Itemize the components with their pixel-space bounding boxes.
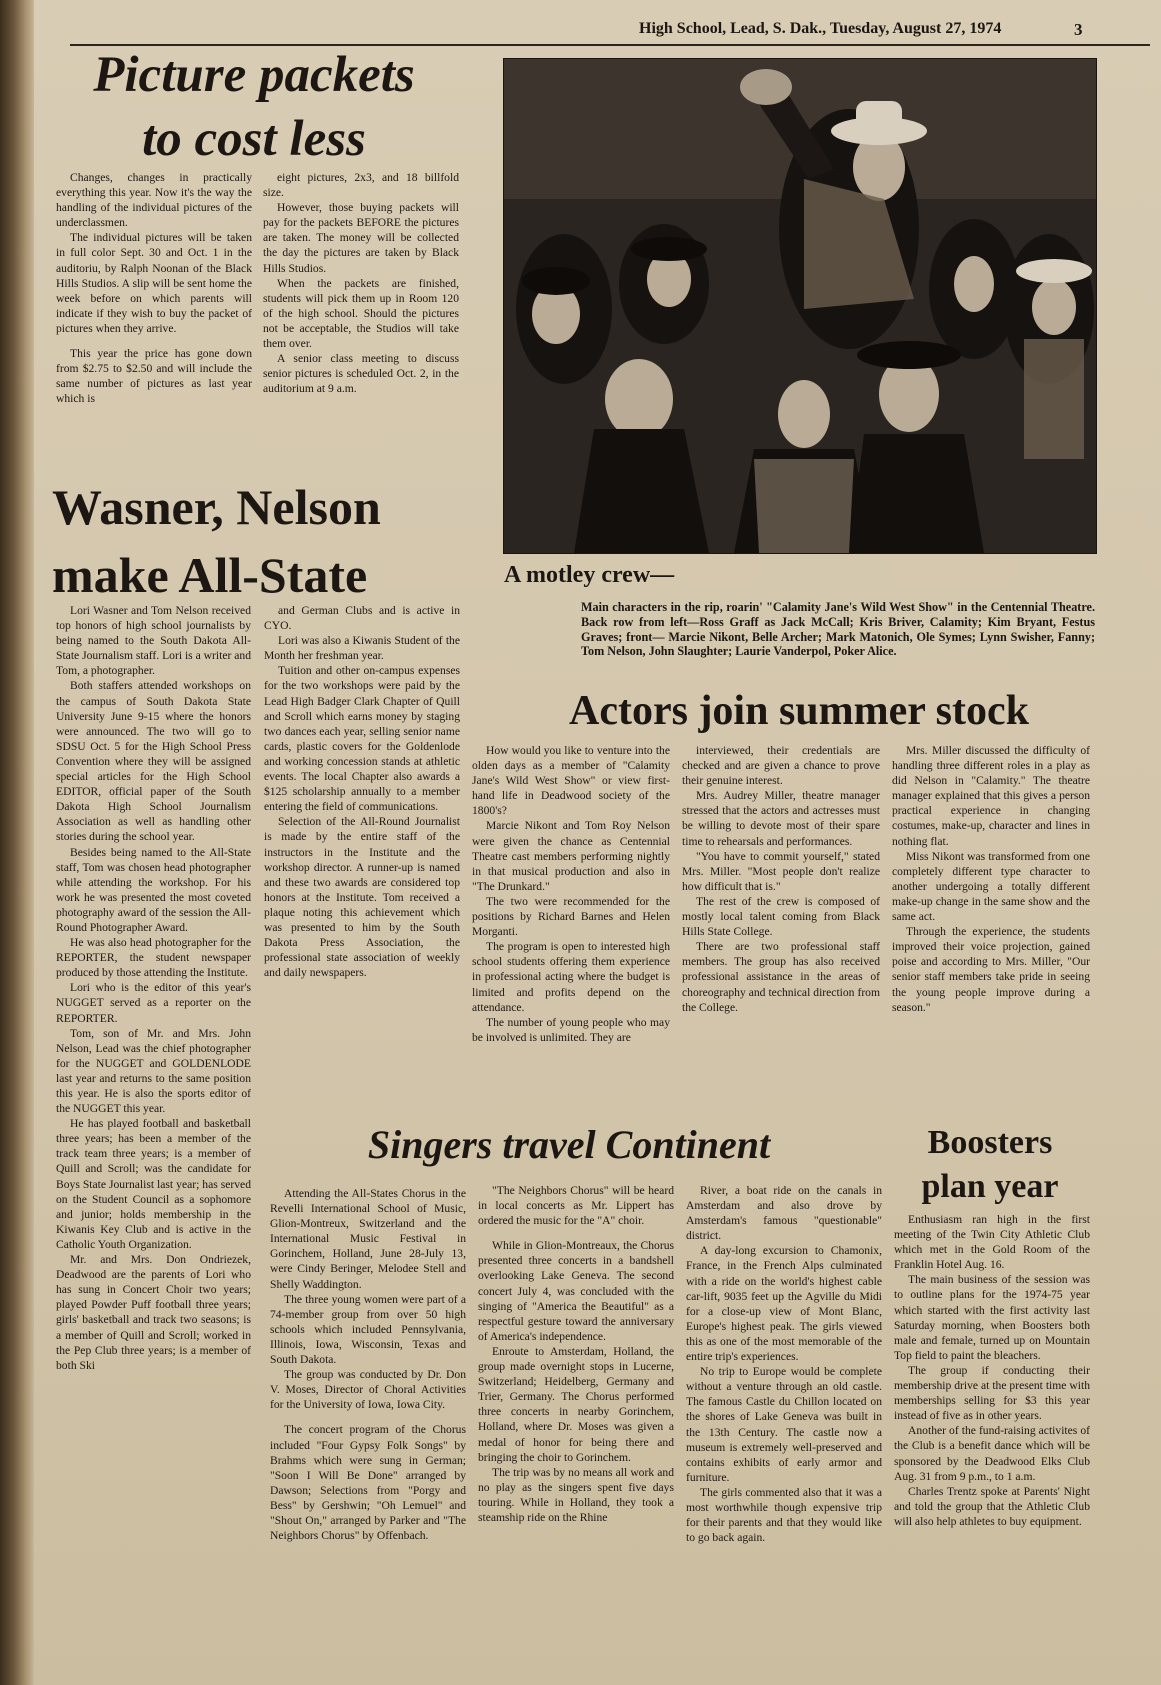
newspaper-page	[34, 0, 1161, 1685]
article-paragraph: The trip was by no means all work and no play as the singers spent five days touring. While in Holland, they took a steamship ride on the Rhine	[478, 1465, 674, 1524]
photo-illustration	[504, 59, 1096, 553]
singers-headline: Singers travel Continent	[367, 1122, 771, 1167]
article-paragraph: Tom, son of Mr. and Mrs. John Nelson, Lead was the chief photographer for the NUGGET and GOLDENLODE last year and returns to the same position this year. He is also the sports editor of the NUGGET this year.	[56, 1026, 251, 1116]
article-paragraph: When the packets are finished, students will pick them up in Room 120 of the high school. Should the pictures not be acceptable, the Studios will take them over.	[263, 276, 459, 351]
wasner-headline-2: make All-State	[52, 547, 368, 603]
article-paragraph: Both staffers attended workshops on the campus of South Dakota State University June 9-15 where the honors were announced. The two will go to SDSU Oct. 5 for the High School Press Convention where they will be assigned special articles for the High School EDITOR, official paper of the South Dakota High School Journalism Association as well as handling other stories during the school year.	[56, 679, 251, 844]
article-paragraph: Changes, changes in practically everything this year. Now it's the way the handling of the individual pictures of the underclassmen.	[56, 171, 252, 230]
actors-column-1	[472, 743, 670, 1045]
singers-column-1	[270, 1186, 466, 1543]
picture-packets-headline-2: to cost less	[142, 111, 366, 167]
article-paragraph: River, a boat ride on the canals in Amsterdam and also drove by Amsterdam's famous "questionable" district.	[686, 1184, 882, 1243]
picture-packets-column-1	[56, 170, 252, 406]
article-paragraph: Marcie Nikont and Tom Roy Nelson were given the chance as Centennial Theatre cast members performing nightly in that musical production and also in "The Drunkard."	[472, 819, 670, 893]
article-paragraph: Another of the fund-raising activites of the Club is a benefit dance which will be sponsored by the Deadwood Elks Club Aug. 31 from 9 p.m., to 1 a.m.	[894, 1424, 1090, 1483]
wasner-column-2	[264, 603, 460, 980]
article-paragraph: The main business of the session was to outline plans for the 1974-75 year which started with the first activity last Saturday morning, when Boosters both male and female, turned up on Mountain Top field to paint the bleachers.	[894, 1273, 1090, 1362]
article-paragraph: The group if conducting their membership drive at the present time with memberships selling for $3 this year instead of five as in other years.	[894, 1363, 1090, 1423]
article-paragraph: Enthusiasm ran high in the first meeting of the Twin City Athletic Club which met in the Gold Room of the Franklin Hotel Aug. 16.	[894, 1213, 1090, 1272]
page-number: 3	[1074, 20, 1083, 39]
article-paragraph: Mr. and Mrs. Don Ondriezek, Deadwood are the parents of Lori who has sung in Concert Choir two years; played Powder Puff football three years; girls' basketball and track two seasons; is a member of Quill and Scroll; worked in the Pep Club three years; is a member of both Ski	[56, 1253, 251, 1372]
article-paragraph: Mrs. Miller discussed the difficulty of handling three different roles in a play as did Nelson in "Calamity." The theatre manager explained that this gives a person practical experience in changing costumes, make-up, character and lines in nothing flat.	[892, 744, 1090, 848]
article-paragraph: He has played football and basketball three years; has been a member of the track team three years; is a member of Quill and Scroll; was the candidate for Boys State Journalist last year; has served on the Student Council as a sophomore and junior; holds membership in the Kiwanis Key Club and is active in the Catholic Youth Organization.	[56, 1117, 251, 1251]
boosters-column	[894, 1212, 1090, 1529]
article-paragraph: The three young women were part of a 74-member group from over 50 high schools which included Pennsylvania, Illinois, Iowa, Wisconsin, Texas and South Dakota.	[270, 1292, 466, 1367]
cast-photo	[503, 58, 1097, 554]
photo-caption-text: Main characters in the rip, roarin' "Calamity Jane's Wild West Show" in the Centennial Theatre. Back row from left—Ross Graff as Jack McCall; Kris Briver, Calamity; Kim Bryant, Festus Graves; front— Marcie Nikont, Belle Archer; Mark Matonich, Ole Symes; Lynn Swisher, Fanny; Tom Nelson, John Slaughter; Laurie Vanderpol, Poker Alice.	[581, 600, 1095, 659]
singers-column-3	[686, 1183, 882, 1545]
article-paragraph: The girls commented also that it was a most worthwhile though expensive trip for their parents and that they would like to go back again.	[686, 1485, 882, 1545]
article-paragraph: This year the price has gone down from $2.75 to $2.50 and will include the same number of pictures as last year which is	[56, 347, 252, 406]
article-paragraph: Miss Nikont was transformed from one completely different type character to another undergoing a totally different make-up change in the same show and the same act.	[892, 849, 1090, 924]
article-paragraph: He was also head photographer for the REPORTER, the student newspaper produced by those attending the Institute.	[56, 936, 251, 980]
article-paragraph: Lori was also a Kiwanis Student of the Month her freshman year.	[264, 634, 460, 663]
article-paragraph: While in Glion-Montreaux, the Chorus presented three concerts in a bandshell overlooking Lake Geneva. The second concert July 4, was concluded with the singing of "America the Beautiful" as a respectful gesture toward the anniversary of America's independence.	[478, 1239, 674, 1343]
article-paragraph: Selection of the All-Round Journalist is made by the entire staff of the instructors in the Institute and the workshop director. A runner-up is named and these two awards are considered top honors at the Institute. Tom received a plaque noting this achievement which was presented to him by the South Dakota Press Association, the professional state association of weekly and daily newspapers.	[264, 815, 460, 980]
article-paragraph: Mrs. Audrey Miller, theatre manager stressed that the actors and actresses must be willing to devote most of their spare time to rehearsals and performances.	[682, 789, 880, 848]
article-paragraph: "The Neighbors Chorus" will be heard in local concerts as Mr. Lippert has ordered the music for the "A" choir.	[478, 1184, 674, 1228]
article-paragraph: The number of young people who may be involved is unlimited. They are	[472, 1015, 670, 1044]
article-paragraph: The group was conducted by Dr. Don V. Moses, Director of Choral Activities for the University of Iowa, Iowa City.	[270, 1368, 466, 1412]
article-paragraph: Attending the All-States Chorus in the Revelli International School of Music, Glion-Montreux, Switzerland and the International Music Festival in Gorinchem, Holland, June 28-July 13, were Cindy Beringer, Melodee Stell and Shelly Waddington.	[270, 1187, 466, 1291]
boosters-headline-2: plan year	[921, 1168, 1059, 1205]
article-paragraph: The rest of the crew is composed of mostly local talent coming from Black Hills State College.	[682, 894, 880, 939]
article-paragraph: Through the experience, the students improved their voice projection, gained poise and according to Mrs. Miller, "Our senior staff members take pride in seeing the young people improve during a season."	[892, 925, 1090, 1014]
article-paragraph: Lori Wasner and Tom Nelson received top honors of high school journalists by being named to the South Dakota All-State Journalism staff. Lori is a writer and Tom, a photographer.	[56, 604, 251, 678]
article-paragraph: The program is open to interested high school students offering them experience in professional acting where the budget is limited and profits depend on the attendance.	[472, 940, 670, 1014]
article-paragraph: No trip to Europe would be complete without a venture through an old castle. The famous Castle du Chillon located on the shores of Lake Geneva was built in the 13th Century. The castle now a museum is extremely well-preserved and contains exhibits of early armor and furniture.	[686, 1365, 882, 1484]
article-paragraph: There are two professional staff members. The group has also received professional assistance in the areas of choreography and technical direction from the College.	[682, 940, 880, 1014]
article-paragraph: A day-long excursion to Chamonix, France, in the French Alps culminated with a ride on the world's highest cable car-lift, 9035 feet up the Agville du Midi for a close-up view of Mont Blanc, Europe's highest peak. The girls viewed this as one of the most memorable of the entire trip's experiences.	[686, 1244, 882, 1364]
article-paragraph: interviewed, their credentials are checked and are given a chance to prove their genuine interest.	[682, 744, 880, 788]
folio-line: High School, Lead, S. Dak., Tuesday, August 27, 1974	[639, 20, 1002, 37]
article-paragraph: "You have to commit yourself," stated Mrs. Miller. "Most people don't realize how difficult that is."	[682, 849, 880, 893]
wasner-headline-1: Wasner, Nelson	[52, 479, 381, 535]
article-paragraph: A senior class meeting to discuss senior pictures is scheduled Oct. 2, in the auditorium at 9 a.m.	[263, 352, 459, 396]
article-paragraph: The concert program of the Chorus included "Four Gypsy Folk Songs" by Brahms which were sung in German; "Soon I Will Be Done" arranged by Dawson; Selections from "Porgy and Bess" by Gershwin; "Oh Lemuel" and "Shout On," arranged by Parker and "The Neighbors Chorus" by Offenbach.	[270, 1423, 466, 1543]
article-paragraph: The two were recommended for the positions by Richard Barnes and Helen Morganti.	[472, 894, 670, 939]
article-paragraph: Tuition and other on-campus expenses for the two workshops were paid by the Lead High Badger Clark Chapter of Quill and Scroll which earns money by staging two dances each year, selling senior name cards, plastic covers for the Goldenlode and working concession stands at athletic events. The local Chapter also awards a $125 scholarship annually to a member entering the field of communications.	[264, 664, 460, 814]
singers-column-2	[478, 1183, 674, 1525]
actors-headline: Actors join summer stock	[569, 688, 1029, 734]
article-paragraph: Enroute to Amsterdam, Holland, the group made overnight stops in Lucerne, Switzerland; Heidelberg, Germany and Trier, Germany. The Chorus performed three concerts in nearby Gorinchem, Holland, where Dr. Moses was given a medal of honor for being there and bringing the choir to Gorinchem.	[478, 1344, 674, 1464]
header-rule	[70, 44, 1150, 46]
picture-packets-column-2	[263, 170, 459, 396]
photo-caption-title: A motley crew—	[504, 562, 675, 588]
article-paragraph: How would you like to venture into the olden days as a member of "Calamity Jane's Wild West Show" or view first-hand life in Deadwood society of the 1800's?	[472, 744, 670, 818]
article-paragraph: Lori who is the editor of this year's NUGGET served as a reporter on the REPORTER.	[56, 981, 251, 1025]
article-paragraph: Besides being named to the All-State staff, Tom was chosen head photographer while attending the workshop. For his work he was presented the most coveted photography award of the session the All-Round Photographer Award.	[56, 845, 251, 934]
wasner-column-1	[56, 603, 251, 1373]
page-binding	[0, 0, 34, 1685]
article-paragraph: However, those buying packets will pay for the packets BEFORE the pictures are taken. The money will be collected the day the pictures are taken by Black Hills Studios.	[263, 201, 459, 275]
picture-packets-headline-1: Picture packets	[93, 47, 415, 103]
article-paragraph: Charles Trentz spoke at Parents' Night and told the group that the Athletic Club will also help athletes to buy equipment.	[894, 1484, 1090, 1528]
article-paragraph: The individual pictures will be taken in full color Sept. 30 and Oct. 1 in the auditoriu, by Ralph Noonan of the Black Hills Studios. A slip will be sent home the week before on which parents will indicate if they wish to buy the packet of pictures when they arrive.	[56, 231, 252, 335]
actors-column-2	[682, 743, 880, 1015]
article-paragraph: and German Clubs and is active in CYO.	[264, 604, 460, 633]
article-paragraph: eight pictures, 2x3, and 18 billfold size.	[263, 171, 459, 200]
actors-column-3	[892, 743, 1090, 1015]
boosters-headline-1: Boosters	[927, 1124, 1053, 1161]
